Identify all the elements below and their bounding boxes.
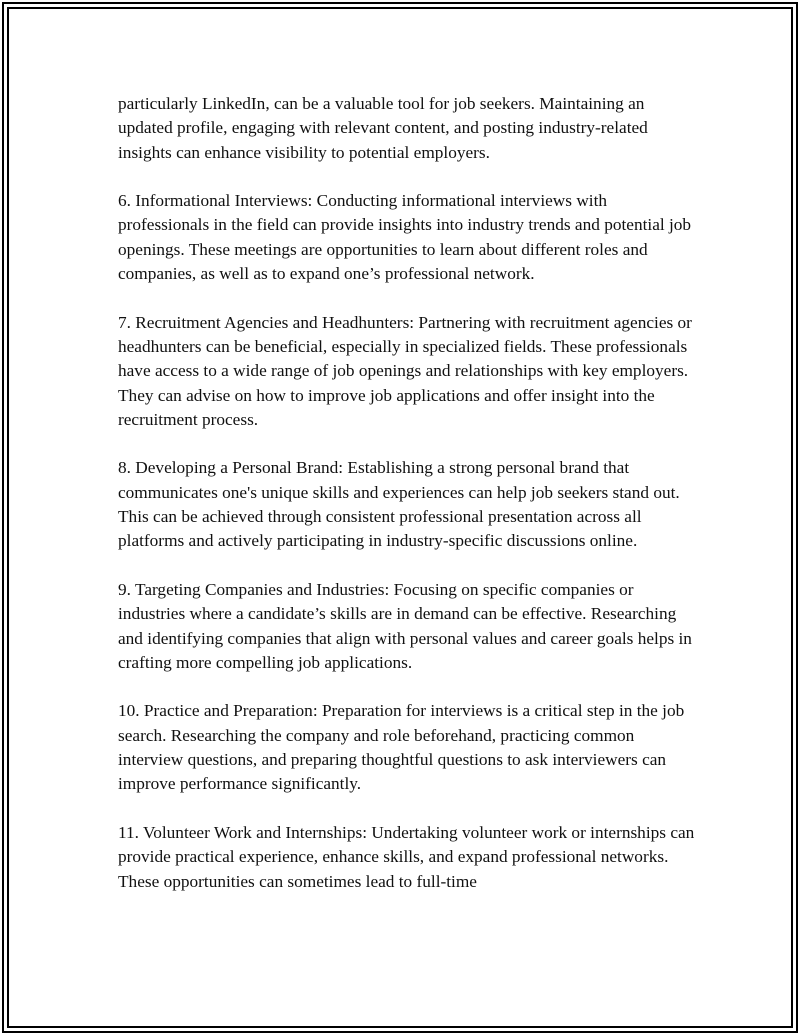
paragraph-recruitment-agencies: 7. Recruitment Agencies and Headhunters: Partnering with recruitment agencies or headhunters can be beneficial, especially in specialized fields. These professionals have access to a wide range of job openings and relationships with key employers. They can advise on how to improve job applications and offer insight into the recruitment process.	[118, 312, 692, 429]
paragraph-personal-brand: 8. Developing a Personal Brand: Establishing a strong personal brand that communicates one's unique skills and experiences can help job seekers stand out. This can be achieved through consistent professional presentation across all platforms and actively participating in industry-specific discussions online.	[118, 458, 680, 551]
paragraph-linkedin-continuation: particularly LinkedIn, can be a valuable tool for job seekers. Maintaining an updated profile, engaging with relevant content, and posting industry-related insights can enhance visibility to potential employers.	[118, 94, 648, 162]
document-body	[118, 92, 698, 918]
paragraph-targeting-companies: 9. Targeting Companies and Industries: Focusing on specific companies or industries where a candidate’s skills are in demand can be effective. Researching and identifying companies that align with personal values and career goals helps in crafting more compelling job applications.	[118, 579, 692, 672]
paragraph-practice-preparation: 10. Practice and Preparation: Preparation for interviews is a critical step in the job search. Researching the company and role beforehand, practicing common interview questions, and preparing thoughtful questions to ask interviewers can improve performance significantly.	[118, 701, 685, 794]
paragraph-volunteer-internships: 11. Volunteer Work and Internships: Undertaking volunteer work or internships can provide practical experience, enhance skills, and expand professional networks. These opportunities can sometimes lead to full-time	[118, 822, 695, 891]
paragraph-informational-interviews: 6. Informational Interviews: Conducting informational interviews with professionals in the field can provide insights into industry trends and potential job openings. These meetings are opportunities to learn about different roles and companies, as well as to expand one’s professional network.	[118, 191, 692, 284]
